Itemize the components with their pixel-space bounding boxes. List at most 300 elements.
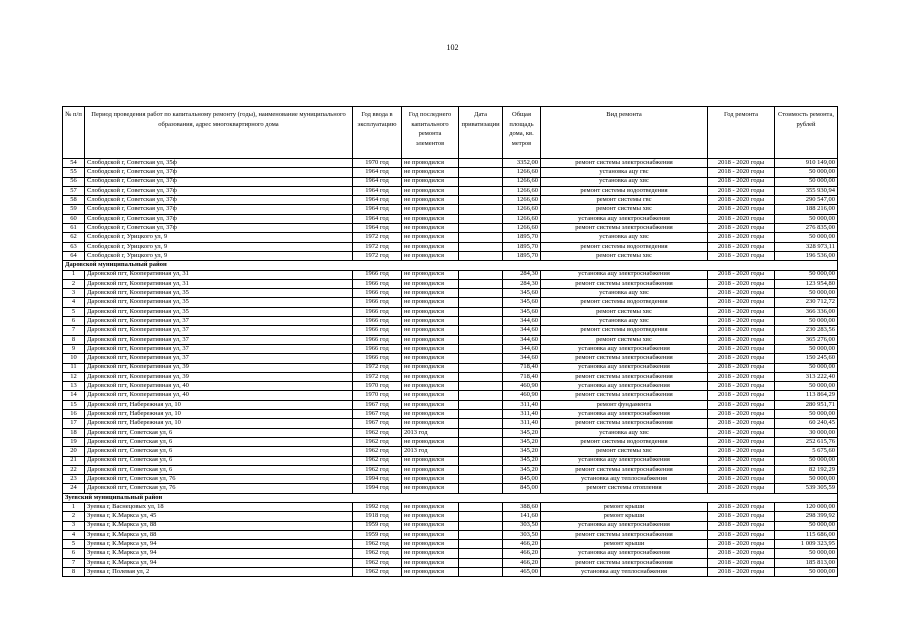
cell-year-built: 1972 год [353,372,402,381]
header-row [63,107,838,159]
cell-last-repair: не проводился [402,558,459,567]
table-row [63,382,838,391]
cell-repair-year: 2018 - 2020 годы [708,214,775,223]
cell-last-repair: не проводился [402,354,459,363]
cell-cost: 1 009 323,95 [775,540,838,549]
cell-privatization [459,196,503,205]
cell-repair-year: 2018 - 2020 годы [708,354,775,363]
cell-area: 1895,70 [503,242,541,251]
cell-address: Зуевка г, Васнецовых ул, 18 [85,502,353,511]
cell-cost: 50 000,00 [775,233,838,242]
cell-last-repair: не проводился [402,437,459,446]
cell-num: 7 [63,326,85,335]
cell-address: Даровской пгт, Советская ул, 6 [85,456,353,465]
cell-repair-year: 2018 - 2020 годы [708,521,775,530]
cell-repair-type: установка ацу электроснабжения [541,410,708,419]
section-title: Зуевский муниципальный район [63,493,838,502]
cell-repair-type: установка ацу теплоснабжения [541,475,708,484]
cell-last-repair: не проводился [402,289,459,298]
cell-year-built: 1972 год [353,251,402,260]
table-row [63,214,838,223]
cell-privatization [459,530,503,539]
cell-repair-year: 2018 - 2020 годы [708,400,775,409]
cell-year-built: 1966 год [353,335,402,344]
cell-num: 21 [63,456,85,465]
cell-repair-year: 2018 - 2020 годы [708,484,775,493]
cell-num: 8 [63,335,85,344]
cell-area: 284,30 [503,270,541,279]
cell-repair-type: ремонт крыши [541,540,708,549]
cell-repair-type: установка ацу электроснабжения [541,549,708,558]
cell-address: Слободской г, Урицкого ул, 9 [85,251,353,260]
cell-num: 60 [63,214,85,223]
cell-year-built: 1962 год [353,437,402,446]
cell-repair-year: 2018 - 2020 годы [708,428,775,437]
cell-cost: 252 615,76 [775,437,838,446]
table-row [63,279,838,288]
cell-cost: 60 240,45 [775,419,838,428]
cell-num: 4 [63,298,85,307]
cell-num: 16 [63,410,85,419]
cell-privatization [459,205,503,214]
table-row [63,289,838,298]
table-row [63,558,838,567]
cell-repair-type: ремонт системы электроснабжения [541,354,708,363]
header-area: Общая площадь дома, кв. метров [503,107,541,159]
cell-last-repair: не проводился [402,242,459,251]
cell-num: 64 [63,251,85,260]
cell-repair-type: ремонт системы электроснабжения [541,391,708,400]
cell-cost: 196 536,00 [775,251,838,260]
cell-privatization [459,177,503,186]
table-row [63,159,838,168]
cell-address: Даровской пгт, Советская ул, 6 [85,447,353,456]
cell-cost: 50 000,00 [775,382,838,391]
cell-cost: 298 399,92 [775,512,838,521]
cell-year-built: 1964 год [353,177,402,186]
cell-privatization [459,540,503,549]
cell-address: Даровской пгт, Советская ул, 6 [85,428,353,437]
cell-cost: 50 000,00 [775,168,838,177]
cell-year-built: 1964 год [353,196,402,205]
table-row [63,419,838,428]
cell-repair-year: 2018 - 2020 годы [708,391,775,400]
cell-area: 303,50 [503,521,541,530]
table-row [63,475,838,484]
table-row [63,512,838,521]
cell-last-repair: не проводился [402,307,459,316]
cell-last-repair: не проводился [402,279,459,288]
cell-year-built: 1994 год [353,484,402,493]
cell-address: Даровской пгт, Кооперативная ул, 35 [85,289,353,298]
cell-last-repair: не проводился [402,372,459,381]
cell-privatization [459,521,503,530]
cell-privatization [459,242,503,251]
cell-cost: 113 864,29 [775,391,838,400]
cell-repair-type: ремонт системы водоотведения [541,437,708,446]
cell-year-built: 1972 год [353,242,402,251]
cell-num: 10 [63,354,85,363]
cell-privatization [459,279,503,288]
cell-cost: 82 192,29 [775,465,838,474]
cell-repair-type: установка ацу электроснабжения [541,382,708,391]
cell-year-built: 1918 год [353,512,402,521]
cell-cost: 50 000,00 [775,317,838,326]
cell-num: 20 [63,447,85,456]
cell-address: Слободской г, Советская ул, 37ф [85,205,353,214]
cell-repair-year: 2018 - 2020 годы [708,512,775,521]
table-row [63,242,838,251]
cell-privatization [459,382,503,391]
cell-area: 311,40 [503,410,541,419]
cell-repair-type: установка ацу хвс [541,428,708,437]
cell-last-repair: не проводился [402,205,459,214]
cell-cost: 280 951,71 [775,400,838,409]
cell-repair-year: 2018 - 2020 годы [708,224,775,233]
cell-address: Зуевка г, К.Маркса ул, 94 [85,540,353,549]
cell-repair-type: установка ацу гвс [541,168,708,177]
cell-address: Даровской пгт, Кооперативная ул, 37 [85,354,353,363]
cell-address: Даровской пгт, Советская ул, 6 [85,465,353,474]
cell-address: Слободской г, Советская ул, 37ф [85,214,353,223]
cell-last-repair: не проводился [402,475,459,484]
cell-area: 466,20 [503,558,541,567]
cell-year-built: 1972 год [353,363,402,372]
cell-privatization [459,400,503,409]
table-row [63,168,838,177]
cell-privatization [459,270,503,279]
cell-cost: 50 000,00 [775,410,838,419]
table-row [63,400,838,409]
cell-num: 57 [63,186,85,195]
cell-last-repair: не проводился [402,568,459,577]
cell-repair-type: установка ацу хвс [541,289,708,298]
cell-year-built: 1966 год [353,279,402,288]
cell-num: 62 [63,233,85,242]
header-cost: Стоимость ремонта, рублей [775,107,838,159]
cell-address: Даровской пгт, Кооперативная ул, 37 [85,317,353,326]
cell-year-built: 1962 год [353,568,402,577]
cell-repair-year: 2018 - 2020 годы [708,317,775,326]
cell-year-built: 1962 год [353,428,402,437]
cell-repair-year: 2018 - 2020 годы [708,344,775,353]
table-row [63,298,838,307]
cell-repair-year: 2018 - 2020 годы [708,540,775,549]
cell-cost: 328 973,11 [775,242,838,251]
table-row [63,372,838,381]
cell-area: 465,00 [503,568,541,577]
cell-address: Даровской пгт, Кооперативная ул, 31 [85,279,353,288]
cell-address: Даровской пгт, Советская ул, 76 [85,475,353,484]
cell-area: 345,20 [503,465,541,474]
cell-repair-year: 2018 - 2020 годы [708,186,775,195]
cell-last-repair: не проводился [402,335,459,344]
cell-address: Даровской пгт, Кооперативная ул, 31 [85,270,353,279]
cell-cost: 50 000,00 [775,214,838,223]
cell-num: 17 [63,419,85,428]
section-title: Даровской муниципальный район [63,261,838,270]
cell-repair-type: установка ацу электроснабжения [541,363,708,372]
cell-repair-year: 2018 - 2020 годы [708,326,775,335]
cell-address: Слободской г, Советская ул, 37ф [85,196,353,205]
cell-num: 2 [63,512,85,521]
cell-cost: 366 336,00 [775,307,838,316]
header-repair-year: Год ремонта [708,107,775,159]
cell-area: 388,60 [503,502,541,511]
cell-cost: 230 283,56 [775,326,838,335]
cell-repair-year: 2018 - 2020 годы [708,177,775,186]
cell-repair-type: ремонт системы электроснабжения [541,530,708,539]
cell-cost: 50 000,00 [775,289,838,298]
cell-year-built: 1970 год [353,159,402,168]
cell-last-repair: не проводился [402,382,459,391]
cell-privatization [459,410,503,419]
cell-num: 1 [63,270,85,279]
cell-repair-year: 2018 - 2020 годы [708,502,775,511]
cell-year-built: 1966 год [353,354,402,363]
cell-repair-type: ремонт системы электроснабжения [541,224,708,233]
cell-cost: 123 954,80 [775,279,838,288]
table-row [63,326,838,335]
cell-repair-type: установка ацу хвс [541,233,708,242]
cell-last-repair: не проводился [402,186,459,195]
cell-area: 311,40 [503,400,541,409]
table-row [63,540,838,549]
cell-repair-year: 2018 - 2020 годы [708,465,775,474]
cell-num: 24 [63,484,85,493]
cell-last-repair: не проводился [402,391,459,400]
cell-cost: 290 547,00 [775,196,838,205]
cell-last-repair: не проводился [402,317,459,326]
table-row [63,428,838,437]
cell-cost: 50 000,00 [775,363,838,372]
cell-num: 8 [63,568,85,577]
cell-num: 55 [63,168,85,177]
table-row [63,251,838,260]
table-row [63,335,838,344]
cell-num: 14 [63,391,85,400]
cell-repair-type: ремонт крыши [541,512,708,521]
cell-address: Даровской пгт, Кооперативная ул, 35 [85,307,353,316]
cell-num: 13 [63,382,85,391]
cell-repair-year: 2018 - 2020 годы [708,196,775,205]
cell-address: Зуевка г, К.Маркса ул, 45 [85,512,353,521]
cell-repair-year: 2018 - 2020 годы [708,437,775,446]
cell-area: 718,40 [503,372,541,381]
cell-repair-year: 2018 - 2020 годы [708,419,775,428]
cell-repair-year: 2018 - 2020 годы [708,549,775,558]
cell-repair-type: установка ацу хвс [541,317,708,326]
cell-address: Зуевка г, К.Маркса ул, 88 [85,530,353,539]
cell-area: 311,40 [503,419,541,428]
table-row [63,502,838,511]
cell-address: Даровской пгт, Кооперативная ул, 40 [85,382,353,391]
cell-cost: 150 245,60 [775,354,838,363]
cell-repair-year: 2018 - 2020 годы [708,279,775,288]
cell-last-repair: не проводился [402,540,459,549]
cell-cost: 185 813,00 [775,558,838,567]
cell-cost: 50 000,00 [775,344,838,353]
header-num: № п/п [63,107,85,159]
cell-repair-type: установка ацу хвс [541,177,708,186]
cell-privatization [459,224,503,233]
cell-repair-type: ремонт системы хвс [541,447,708,456]
cell-year-built: 1970 год [353,382,402,391]
table-row [63,530,838,539]
cell-address: Зуевка г, К.Маркса ул, 94 [85,558,353,567]
cell-last-repair: не проводился [402,177,459,186]
cell-area: 466,20 [503,540,541,549]
cell-address: Слободской г, Советская ул, 37ф [85,168,353,177]
cell-area: 1266,60 [503,168,541,177]
cell-repair-type: установка ацу электроснабжения [541,344,708,353]
cell-last-repair: не проводился [402,530,459,539]
cell-area: 344,60 [503,344,541,353]
cell-num: 4 [63,530,85,539]
cell-address: Зуевка г, К.Маркса ул, 88 [85,521,353,530]
table-body [63,159,838,577]
cell-last-repair: не проводился [402,419,459,428]
cell-privatization [459,326,503,335]
cell-year-built: 1964 год [353,224,402,233]
cell-area: 345,60 [503,298,541,307]
cell-year-built: 1966 год [353,326,402,335]
cell-year-built: 1966 год [353,289,402,298]
cell-repair-year: 2018 - 2020 годы [708,289,775,298]
table-row [63,233,838,242]
cell-num: 63 [63,242,85,251]
cell-repair-year: 2018 - 2020 годы [708,558,775,567]
cell-last-repair: не проводился [402,465,459,474]
cell-area: 460,90 [503,391,541,400]
cell-privatization [459,251,503,260]
cell-area: 345,20 [503,447,541,456]
cell-num: 11 [63,363,85,372]
cell-address: Даровской пгт, Кооперативная ул, 35 [85,298,353,307]
cell-repair-type: ремонт системы электроснабжения [541,419,708,428]
cell-area: 1266,60 [503,214,541,223]
cell-repair-year: 2018 - 2020 годы [708,456,775,465]
cell-repair-type: ремонт системы водоотведения [541,186,708,195]
cell-address: Даровской пгт, Кооперативная ул, 37 [85,326,353,335]
cell-repair-type: ремонт системы хвс [541,307,708,316]
cell-num: 59 [63,205,85,214]
cell-area: 1895,70 [503,251,541,260]
cell-privatization [459,214,503,223]
cell-privatization [459,428,503,437]
cell-last-repair: не проводился [402,363,459,372]
cell-num: 5 [63,540,85,549]
cell-area: 466,20 [503,549,541,558]
cell-num: 3 [63,521,85,530]
cell-repair-type: ремонт системы хвс [541,205,708,214]
cell-repair-type: установка ацу электроснабжения [541,214,708,223]
table-row [63,456,838,465]
cell-address: Слободской г, Урицкого ул, 9 [85,233,353,242]
cell-repair-type: ремонт системы хвс [541,251,708,260]
table-row [63,521,838,530]
cell-last-repair: не проводился [402,502,459,511]
cell-repair-type: ремонт системы хвс [541,335,708,344]
table-row [63,410,838,419]
cell-num: 12 [63,372,85,381]
cell-area: 345,60 [503,307,541,316]
cell-num: 7 [63,558,85,567]
cell-last-repair: не проводился [402,214,459,223]
cell-num: 19 [63,437,85,446]
cell-last-repair: не проводился [402,456,459,465]
cell-area: 3352,00 [503,159,541,168]
cell-area: 1266,60 [503,177,541,186]
cell-repair-type: установка ацу электроснабжения [541,456,708,465]
cell-address: Зуевка г, К.Маркса ул, 94 [85,549,353,558]
cell-privatization [459,344,503,353]
cell-area: 344,60 [503,326,541,335]
cell-year-built: 1962 год [353,540,402,549]
cell-year-built: 1964 год [353,168,402,177]
cell-repair-year: 2018 - 2020 годы [708,382,775,391]
table-row [63,465,838,474]
cell-address: Даровской пгт, Набережная ул, 10 [85,400,353,409]
cell-repair-year: 2018 - 2020 годы [708,159,775,168]
cell-privatization [459,437,503,446]
cell-year-built: 1967 год [353,410,402,419]
cell-cost: 276 835,00 [775,224,838,233]
cell-privatization [459,289,503,298]
header-last-repair: Год последнего капитального ремонта элементов [402,107,459,159]
cell-cost: 50 000,00 [775,270,838,279]
section-row [63,261,838,270]
cell-cost: 50 000,00 [775,521,838,530]
cell-last-repair: 2013 год [402,428,459,437]
cell-cost: 115 686,00 [775,530,838,539]
header-repair-type: Вид ремонта [541,107,708,159]
cell-repair-type: ремонт системы водоотведения [541,298,708,307]
cell-privatization [459,512,503,521]
cell-last-repair: 2013 год [402,447,459,456]
cell-privatization [459,335,503,344]
table-row [63,363,838,372]
cell-privatization [459,549,503,558]
cell-year-built: 1962 год [353,447,402,456]
cell-privatization [459,168,503,177]
cell-year-built: 1994 год [353,475,402,484]
cell-year-built: 1964 год [353,214,402,223]
cell-year-built: 1970 год [353,391,402,400]
cell-repair-year: 2018 - 2020 годы [708,335,775,344]
cell-num: 9 [63,344,85,353]
cell-cost: 5 675,60 [775,447,838,456]
cell-repair-year: 2018 - 2020 годы [708,205,775,214]
cell-cost: 50 000,00 [775,456,838,465]
table-row [63,186,838,195]
cell-area: 718,40 [503,363,541,372]
cell-year-built: 1972 год [353,233,402,242]
cell-last-repair: не проводился [402,326,459,335]
cell-privatization [459,568,503,577]
cell-address: Даровской пгт, Советская ул, 6 [85,437,353,446]
header-year-built: Год ввода в эксплуатацию [353,107,402,159]
cell-area: 344,60 [503,335,541,344]
cell-privatization [459,419,503,428]
table-row [63,447,838,456]
cell-last-repair: не проводился [402,298,459,307]
cell-year-built: 1967 год [353,400,402,409]
cell-last-repair: не проводился [402,224,459,233]
cell-year-built: 1962 год [353,465,402,474]
table-row [63,224,838,233]
cell-year-built: 1966 год [353,298,402,307]
